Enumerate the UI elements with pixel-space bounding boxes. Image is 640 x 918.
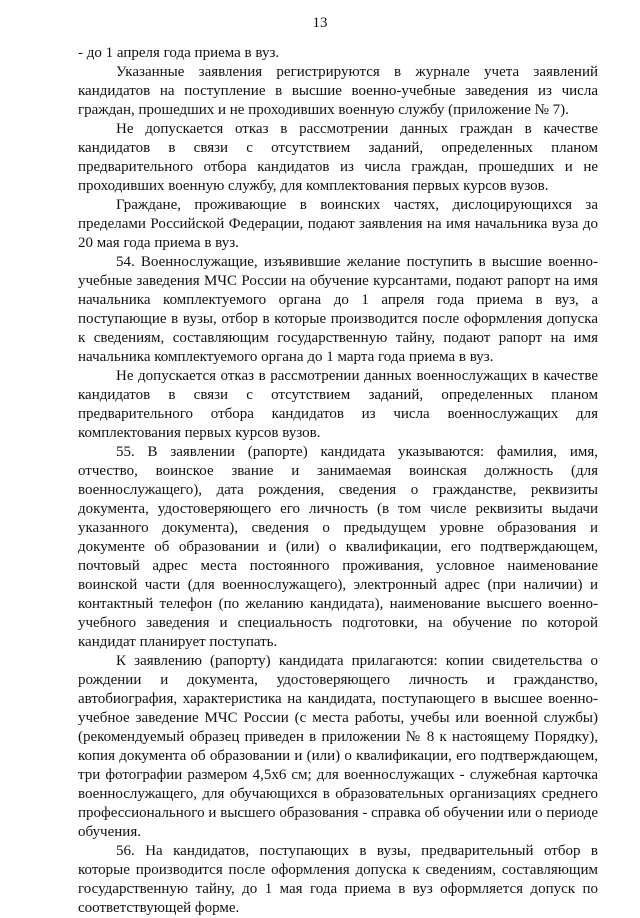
paragraph-registration: Указанные заявления регистрируются в журнале учета заявлений кандидатов на поступление в высшие военно-учебные заведения из числа граждан, прошедших и не проходивших военную службу (приложение № 7). [78, 64, 598, 118]
paragraph-item-56: 56. На кандидатов, поступающих в вузы, предварительный отбор в которые производится после оформления допуска к сведениям, составляющим государственную тайну, до 1 мая года приема в вуз оформляется допуск по соответствующей форме. [78, 843, 598, 916]
paragraph-abroad-citizens: Граждане, проживающие в воинских частях, дислоцирующихся за пределами Российской Федерации, подают заявления на имя начальника вуза до 20 мая года приема в вуз. [78, 197, 598, 251]
paragraph-no-refusal-citizens: Не допускается отказ в рассмотрении данных граждан в качестве кандидатов в связи с отсутствием заданий, определенных планом предварительного отбора кандидатов из числа граждан, прошедших и не проходивших военную службу, для комплектования первых курсов вузов. [78, 121, 598, 194]
document-body [78, 44, 598, 918]
paragraph-attachments: К заявлению (рапорту) кандидата прилагаются: копии свидетельства о рождении и документа, удостоверяющего личность и гражданство, автобиография, характеристика на кандидата, поступающего в высшее военно-учебное заведение МЧС России (с места работы, учебы или военной службы) (рекомендуемый образец приведен в приложении № 8 к настоящему Порядку), копия документа об образовании и (или) о квалификации, его подтверждающем, три фотографии размером 4,5х6 см; для военнослужащих - служебная карточка военнослужащего, для обучающихся в образовательных организациях среднего профессионального и высшего образования - справка об обучении или о периоде обучения. [78, 653, 598, 840]
paragraph-no-refusal-servicemen: Не допускается отказ в рассмотрении данных военнослужащих в качестве кандидатов в связи с отсутствием заданий, определенных планом предварительного отбора кандидатов из числа военнослужащих для комплектования первых курсов вузов. [78, 368, 598, 441]
page-number: 13 [312, 15, 328, 31]
paragraph-item-54: 54. Военнослужащие, изъявившие желание поступить в высшие военно-учебные заведения МЧС России на обучение курсантами, подают рапорт на имя начальника комплектуемого органа до 1 апреля года приема в вуз, а поступающие в вузы, отбор в которые производится после оформления допуска к сведениям, составляющим государственную тайну, подают рапорт на имя начальника комплектуемого органа до 1 марта года приема в вуз. [78, 254, 598, 365]
paragraph-deadline-line: - до 1 апреля года приема в вуз. [78, 45, 280, 61]
paragraph-item-55: 55. В заявлении (рапорте) кандидата указываются: фамилия, имя, отчество, воинское звание и занимаемая воинская должность (для военнослужащего), дата рождения, сведения о гражданстве, реквизиты документа, удостоверяющего его личность (в том числе реквизиты выдачи указанного документа), сведения о предыдущем уровне образования и документе об образовании и (или) о квалификации, его подтверждающем, почтовый адрес места постоянного проживания, условное наименование воинской части (для военнослужащего), электронный адрес (при наличии) и контактный телефон (по желанию кандидата), наименование высшего военно-учебного заведения и специальность подготовки, на обучение по которой кандидат планирует поступать. [78, 444, 598, 650]
